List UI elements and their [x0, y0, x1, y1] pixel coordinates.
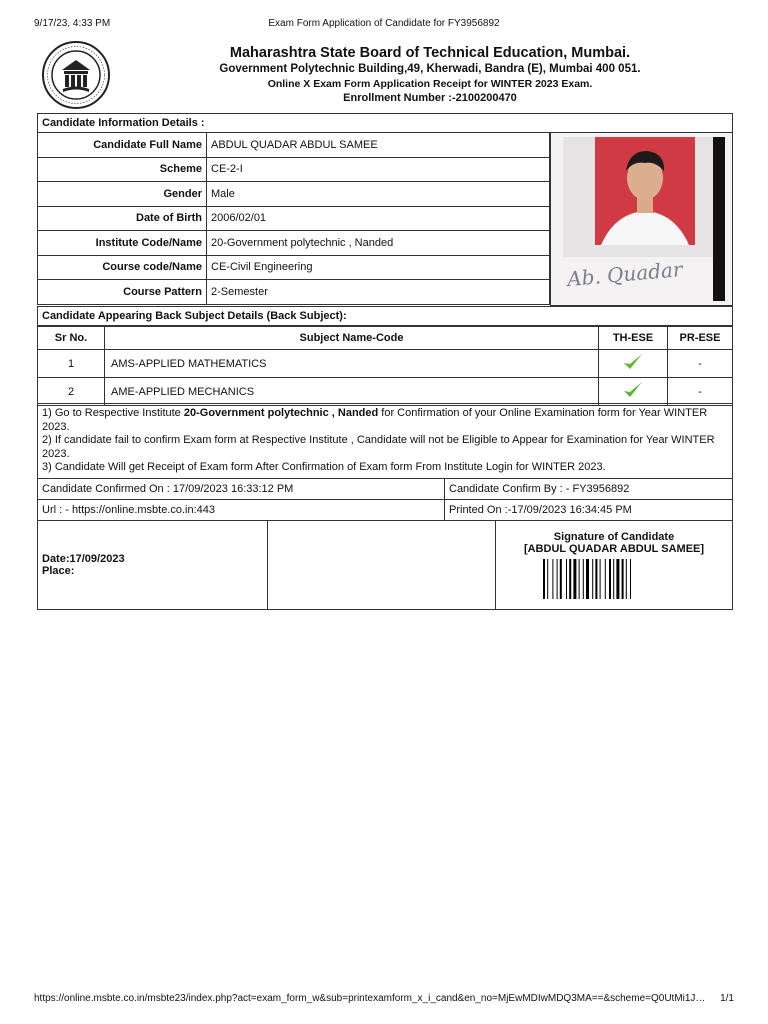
- instruction-1-post: for Confirmation of your Online Examination form for Year WINTER 2023.: [42, 407, 708, 433]
- instructions-box: [37, 403, 733, 479]
- info-label: Scheme: [38, 157, 207, 182]
- table-row: [38, 350, 733, 378]
- info-value: CE-2-I: [207, 157, 550, 182]
- document-header: [37, 40, 733, 112]
- info-value: ABDUL QUADAR ABDUL SAMEE: [207, 133, 550, 158]
- check-icon: [622, 380, 644, 400]
- instruction-1-pre: 1) Go to Respective Institute: [42, 407, 184, 419]
- back-subject-title: Candidate Appearing Back Subject Details (Back Subject):: [42, 310, 347, 322]
- enrollment-number: Enrollment Number :-2100200470: [343, 92, 517, 104]
- confirmation-table: [37, 478, 733, 521]
- th-ese-cell: [599, 350, 668, 378]
- barcode-icon: [542, 559, 686, 599]
- board-address: Government Polytechnic Building,49, Kherwadi, Bandra (E), Mumbai 400 051.: [219, 63, 641, 75]
- info-value: CE-Civil Engineering: [207, 255, 550, 280]
- table-row: [38, 378, 733, 406]
- candidate-info-header: [37, 113, 733, 133]
- col-subject: Subject Name-Code: [105, 327, 599, 350]
- table-row: [38, 500, 733, 521]
- info-row: [38, 231, 550, 256]
- sign-date: Date:17/09/2023: [42, 553, 125, 565]
- check-icon: [622, 352, 644, 372]
- table-row: [38, 521, 733, 610]
- signature-name: [ABDUL QUADAR ABDUL SAMEE]: [523, 543, 705, 555]
- info-row: [38, 255, 550, 280]
- table-row: [38, 479, 733, 500]
- instruction-1-institute: 20-Government polytechnic , Nanded: [183, 407, 379, 419]
- confirmed-by: Candidate Confirm By : - FY3956892: [445, 479, 733, 500]
- subject-name: AME-APPLIED MECHANICS: [105, 378, 599, 406]
- back-subject-header: [37, 306, 733, 326]
- print-header: [34, 18, 734, 32]
- printed-on: Printed On :-17/09/2023 16:34:45 PM: [445, 500, 733, 521]
- signature-table: [37, 520, 733, 610]
- th-ese-cell: [599, 378, 668, 406]
- source-url: Url : - https://online.msbte.co.in:443: [38, 500, 445, 521]
- candidate-info-section: [37, 132, 733, 306]
- receipt-title: Online X Exam Form Application Receipt for WINTER 2023 Exam.: [267, 78, 593, 90]
- print-footer: [34, 993, 734, 1007]
- pr-ese-cell: -: [668, 350, 733, 378]
- msbte-logo-icon: [41, 40, 111, 110]
- confirmed-on: Candidate Confirmed On : 17/09/2023 16:33:12 PM: [38, 479, 445, 500]
- info-label: Candidate Full Name: [38, 133, 207, 158]
- signature-cell: [496, 521, 733, 610]
- instruction-1: [42, 407, 728, 434]
- blank-cell: [268, 521, 496, 610]
- subject-sr: 1: [38, 350, 105, 378]
- info-row: [38, 280, 550, 305]
- info-label: Course Pattern: [38, 280, 207, 305]
- info-row: [38, 133, 550, 158]
- date-place-cell: [38, 521, 268, 610]
- info-value: Male: [207, 182, 550, 207]
- info-row: [38, 206, 550, 231]
- info-row: [38, 182, 550, 207]
- signature-title: Signature of Candidate: [553, 531, 675, 543]
- info-row: [38, 157, 550, 182]
- info-value: 20-Government polytechnic , Nanded: [207, 231, 550, 256]
- col-th-ese: TH-ESE: [599, 327, 668, 350]
- info-label: Date of Birth: [38, 206, 207, 231]
- candidate-info-table: [37, 132, 550, 305]
- info-label: Course code/Name: [38, 255, 207, 280]
- board-name: Maharashtra State Board of Technical Education, Mumbai.: [229, 45, 631, 61]
- page-number: 1/1: [720, 993, 734, 1004]
- info-label: Gender: [38, 182, 207, 207]
- instruction-3: 3) Candidate Will get Receipt of Exam form After Confirmation of Exam form From Institute Login for WINTER 2023.: [42, 461, 606, 473]
- print-title: Exam Form Application of Candidate for FY3956892: [268, 18, 500, 29]
- sign-place: Place:: [42, 565, 75, 577]
- info-value: 2-Semester: [207, 280, 550, 305]
- subject-sr: 2: [38, 378, 105, 406]
- info-value: 2006/02/01: [207, 206, 550, 231]
- print-datetime: 9/17/23, 4:33 PM: [34, 18, 111, 29]
- candidate-info-title: Candidate Information Details :: [42, 117, 205, 129]
- instruction-2: 2) If candidate fail to confirm Exam form at Respective Institute , Candidate will not be Eligible to Appear for Examination for Year WINTER 2023.: [42, 434, 715, 460]
- subject-name: AMS-APPLIED MATHEMATICS: [105, 350, 599, 378]
- candidate-photo-cell: [550, 132, 733, 306]
- back-subject-table: [37, 326, 733, 406]
- col-sr: Sr No.: [38, 327, 105, 350]
- col-pr-ese: PR-ESE: [668, 327, 733, 350]
- pr-ese-cell: -: [668, 378, 733, 406]
- back-subject-head-row: [38, 327, 733, 350]
- candidate-signature: Ab. Quadar: [566, 257, 684, 292]
- print-url: https://online.msbte.co.in/msbte23/index.php?act=exam_form_w&sub=printexamform_x_i_cand&en_no=MjEwMDIwMDQ3MA==&scheme=Q0UtMi1J…: [34, 993, 706, 1004]
- info-label: Institute Code/Name: [38, 231, 207, 256]
